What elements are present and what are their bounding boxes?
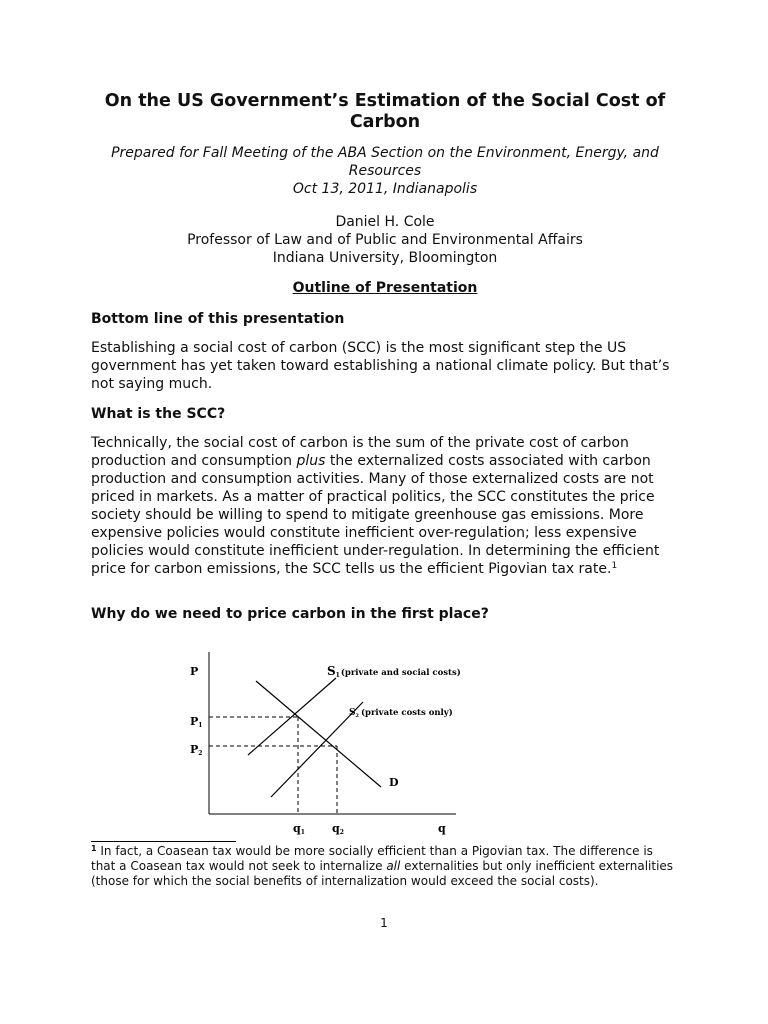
section-heading-why-price: Why do we need to price carbon in the first place? (91, 606, 489, 622)
section-text-bottom-line (91, 339, 681, 393)
document-subtitle (90, 144, 680, 198)
document-title: On the US Government’s Estimation of the Social Cost of Carbon (104, 91, 666, 132)
q2-label-letter: q (332, 822, 340, 835)
p2-label (190, 743, 202, 757)
s2-label (349, 707, 453, 719)
q1-label-subscript: 1 (300, 829, 305, 836)
p2-label-subscript: 2 (198, 750, 203, 757)
section-heading-what-is-scc: What is the SCC? (91, 406, 226, 422)
s2-label-letter: S (349, 708, 356, 718)
author-block (90, 213, 680, 267)
q2-label (332, 822, 344, 836)
author-affiliation: Indiana University, Bloomington (272, 250, 498, 266)
y-axis-label: P (190, 665, 199, 678)
p1-label (190, 715, 202, 729)
subtitle-line-2: Oct 13, 2011, Indianapolis (292, 181, 478, 197)
s1-label-description: (private and social costs) (340, 668, 461, 678)
footnote-reference[interactable]: 1 (611, 561, 618, 571)
q1-label (293, 822, 305, 836)
outline-heading: Outline of Presentation (292, 280, 478, 296)
bottom-line-paragraph: Establishing a social cost of carbon (SCC) is the most significant step the US government has yet taken toward establishing a national climate policy. But that’s not saying much. (91, 340, 670, 392)
s1-label-subscript: 1 (335, 672, 340, 679)
what-is-scc-paragraph (91, 434, 681, 578)
footnote-number: 1 (91, 844, 97, 853)
footnote-text-italic: all (386, 859, 401, 873)
what-is-scc-text-italic: plus (296, 453, 326, 469)
q1-label-letter: q (293, 822, 301, 835)
footnote-separator (91, 841, 236, 842)
author-name: Daniel H. Cole (335, 214, 435, 230)
p1-label-letter: P (190, 715, 199, 728)
s1-label (327, 664, 461, 679)
s2-label-description: (private costs only) (360, 708, 453, 718)
footnote-text-2: externalities but only inefficient externalities (those for which the social benefits of internalization would exceed the social costs). (91, 859, 674, 888)
supply-demand-graph (180, 640, 470, 840)
demand-curve (256, 681, 381, 787)
section-heading-bottom-line: Bottom line of this presentation (91, 311, 345, 327)
p2-label-letter: P (190, 743, 199, 756)
x-axis-label: q (438, 822, 446, 835)
footnote-text-1: In fact, a Coasean tax would be more socially efficient than a Pigovian tax. The difference is that a Coasean tax would not seek to internalize (91, 844, 653, 873)
s1-label-letter: S (327, 664, 336, 678)
p1-label-subscript: 1 (198, 722, 203, 729)
subtitle-line-1: Prepared for Fall Meeting of the ABA Section on the Environment, Energy, and Resources (111, 145, 659, 179)
page-number: 1 (380, 916, 388, 930)
s2-label-subscript: 2 (355, 713, 359, 719)
what-is-scc-text-1: Technically, the social cost of carbon is the sum of the private cost of carbon production and consumption (91, 435, 629, 469)
footnote (91, 844, 681, 889)
what-is-scc-text-2: the externalized costs associated with carbon production and consumption activities. Many of those externalized costs are not priced in markets. As a matter of practical politics, the SCC constitutes the price society should be willing to spend to mitigate greenhouse gas emissions. More expensive policies would constitute inefficient over-regulation; less expensive policies would constitute inefficient under-regulation. In determining the efficient price for carbon emissions, the SCC tells us the efficient Pigovian tax rate. (91, 453, 660, 577)
q2-label-subscript: 2 (339, 829, 344, 836)
demand-label: D (389, 776, 399, 789)
author-position: Professor of Law and of Public and Environmental Affairs (187, 232, 583, 248)
section-text-what-is-scc (91, 434, 681, 578)
